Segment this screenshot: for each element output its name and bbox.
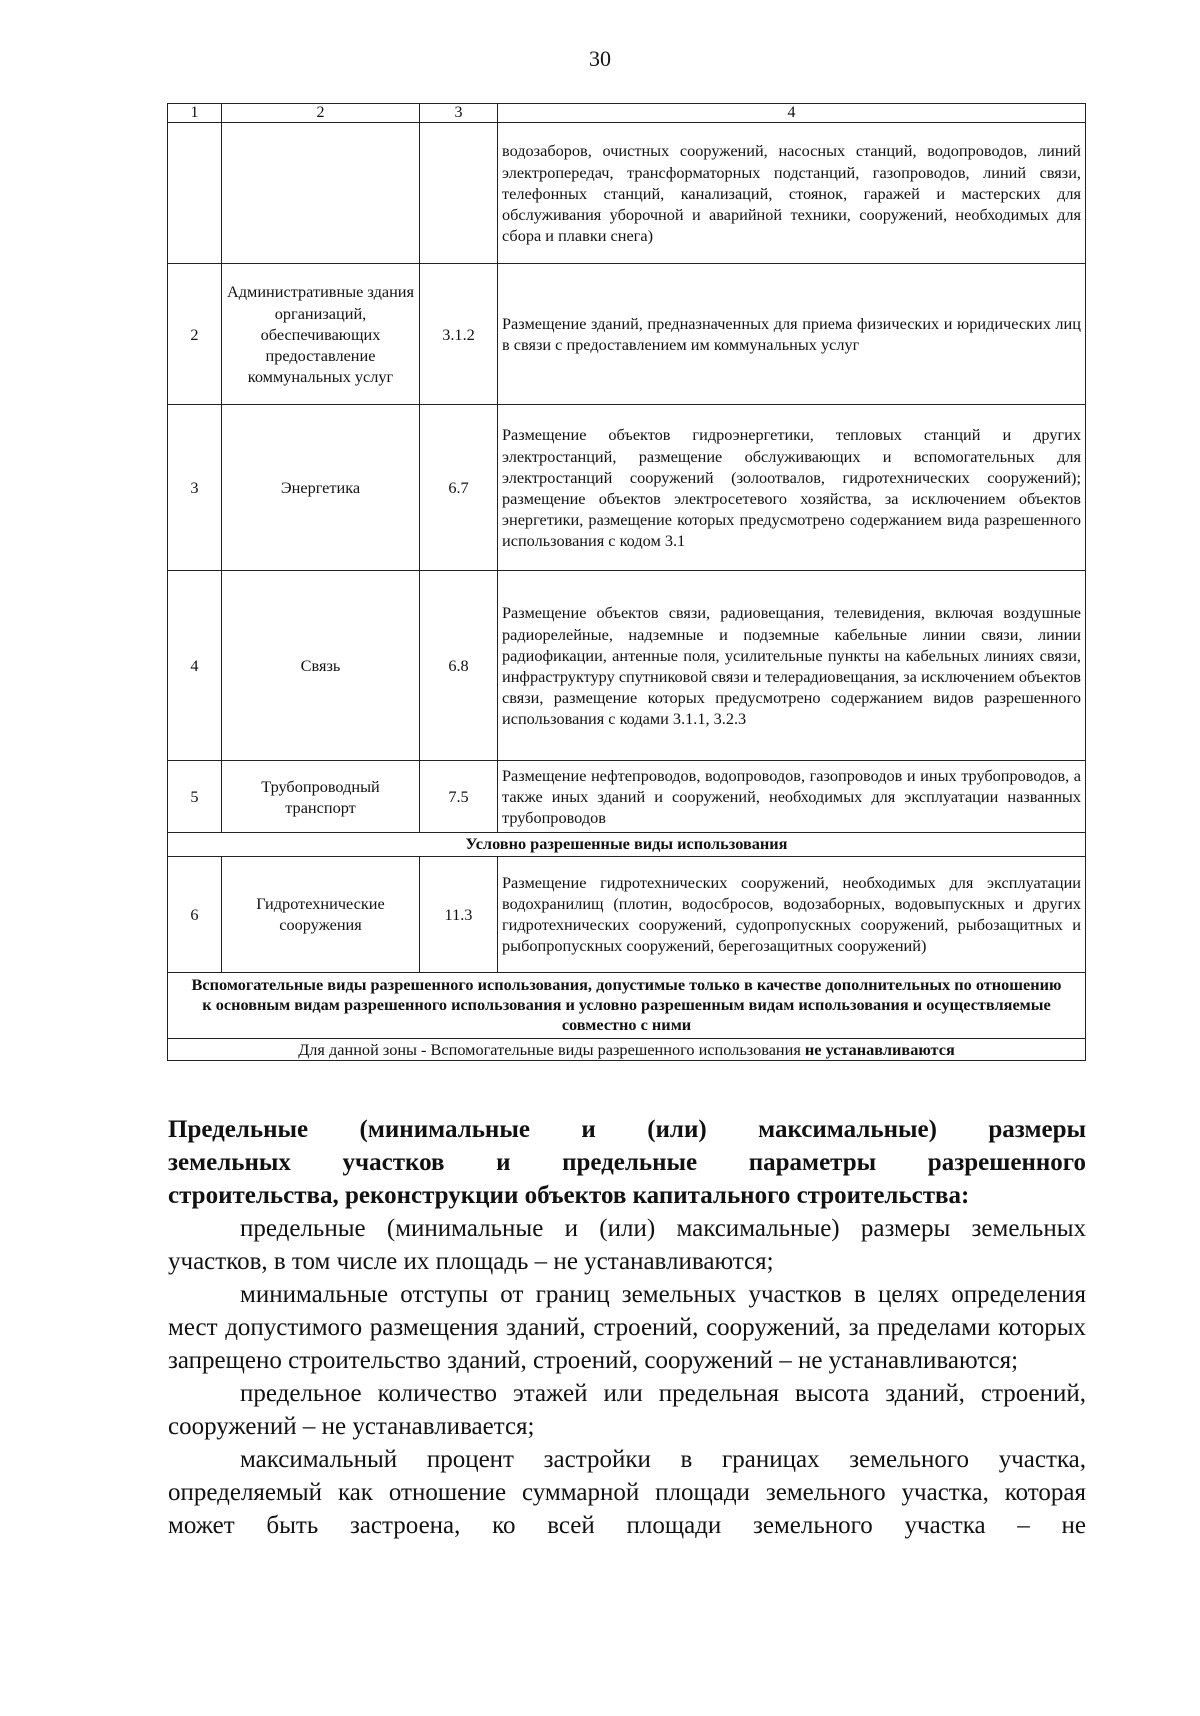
row-name: Трубопроводный транспорт bbox=[222, 761, 420, 833]
table-row bbox=[168, 856, 1086, 972]
auxiliary-note-emphasis: не устанавливаются bbox=[804, 1039, 955, 1059]
page-number: 30 bbox=[589, 46, 611, 71]
section-row bbox=[168, 833, 1086, 856]
conditional-uses-header: Условно разрешенные виды использования bbox=[168, 833, 1086, 856]
row-code: 3.1.2 bbox=[420, 264, 498, 405]
table-row bbox=[168, 264, 1086, 405]
paragraph: минимальные отступы от границ земельных участков в целях определения мест допустимого размещения зданий, строений, сооружений, за пределами которых запрещено строительство зданий, строений, сооружений – не устанавливаются; bbox=[168, 1281, 1086, 1374]
row-number: 5 bbox=[168, 761, 222, 833]
column-header: 3 bbox=[420, 104, 498, 123]
row-code: 7.5 bbox=[420, 761, 498, 833]
row-description: Размещение объектов гидроэнергетики, тепловых станций и других электростанций, размещение обслуживающих и вспомогательных для электростанций сооружений (золоотвалов, гидротехнических сооружений); размещение объектов электросетевого хозяйства, за исключением объектов энергетики, размещение которых предусмотрено содержанием вида разрешенного использования с кодом 3.1 bbox=[498, 405, 1086, 571]
row-number: 2 bbox=[168, 264, 222, 405]
heading-line: Предельные (минимальные и (или) максимальные) размеры bbox=[168, 1116, 1086, 1143]
table-row bbox=[168, 123, 1086, 264]
row-name: Административные здания организаций, обеспечивающих предоставление коммунальных услуг bbox=[222, 264, 420, 405]
auxiliary-note bbox=[168, 1038, 1086, 1061]
row-name: Гидротехнические сооружения bbox=[222, 856, 420, 972]
row-number: 6 bbox=[168, 856, 222, 972]
row-name bbox=[222, 123, 420, 264]
row-number: 3 bbox=[168, 405, 222, 571]
note-row bbox=[168, 1038, 1086, 1061]
paragraph: предельное количество этажей или предельная высота зданий, строений, сооружений – не устанавливается; bbox=[168, 1380, 1086, 1440]
table-row bbox=[168, 405, 1086, 571]
row-code: 11.3 bbox=[420, 856, 498, 972]
section-row bbox=[168, 972, 1086, 1038]
land-use-table bbox=[167, 103, 1086, 1061]
row-code: 6.8 bbox=[420, 571, 498, 761]
row-code: 6.7 bbox=[420, 405, 498, 571]
row-description: Размещение гидротехнических сооружений, необходимых для эксплуатации водохранилищ (плотин, водосбросов, водозаборных, водовыпускных и других гидротехнических сооружений, судопропускных сооружений, рыбозащитных и рыбопропускных сооружений, берегозащитных сооружений) bbox=[498, 856, 1086, 972]
auxiliary-note-text: Для данной зоны - Вспомогательные виды разрешенного использования bbox=[298, 1039, 805, 1059]
column-header: 2 bbox=[222, 104, 420, 123]
row-description: Размещение зданий, предназначенных для приема физических и юридических лиц в связи с предоставлением им коммунальных услуг bbox=[498, 264, 1086, 405]
paragraph: максимальный процент застройки в границах земельного участка, определяемый как отношение суммарной площади земельного участка, которая может быть застроена, ко всей площади земельного участка – не bbox=[168, 1446, 1086, 1539]
heading-line: земельных участков и предельные параметры разрешенного bbox=[168, 1149, 1086, 1176]
column-header: 4 bbox=[498, 104, 1086, 123]
row-number bbox=[168, 123, 222, 264]
heading-line: строительства, реконструкции объектов капитального строительства: bbox=[168, 1182, 970, 1209]
header-row bbox=[168, 104, 1086, 123]
column-header: 1 bbox=[168, 104, 222, 123]
row-description: водозаборов, очистных сооружений, насосных станций, водопроводов, линий электропередач, трансформаторных подстанций, газопроводов, линий связи, телефонных станций, канализаций, стоянок, гаражей и мастерских для обслуживания уборочной и аварийной техники, сооружений, необходимых для сбора и плавки снега) bbox=[498, 123, 1086, 264]
row-number: 4 bbox=[168, 571, 222, 761]
row-code bbox=[420, 123, 498, 264]
row-name: Энергетика bbox=[222, 405, 420, 571]
paragraph: предельные (минимальные и (или) максимальные) размеры земельных участков, в том числе их площадь – не устанавливаются; bbox=[168, 1215, 1086, 1275]
row-name: Связь bbox=[222, 571, 420, 761]
document-body bbox=[168, 1113, 1086, 1542]
section-heading bbox=[168, 1113, 1086, 1212]
row-description: Размещение нефтепроводов, водопроводов, газопроводов и иных трубопроводов, а также иных зданий и сооружений, необходимых для эксплуатации названных трубопроводов bbox=[498, 761, 1086, 833]
auxiliary-uses-header: Вспомогательные виды разрешенного использования, допустимые только в качестве дополнительных по отношению к основным видам разрешенного использования и условно разрешенным видам использования и осуществляемые совместно с ними bbox=[168, 972, 1086, 1038]
row-description: Размещение объектов связи, радиовещания, телевидения, включая воздушные радиорелейные, надземные и подземные кабельные линии связи, линии радиофикации, антенные поля, усилительные пункты на кабельных линиях связи, инфраструктуру спутниковой связи и телерадиовещания, за исключением объектов связи, размещение которых предусмотрено содержанием видов разрешенного использования с кодами 3.1.1, 3.2.3 bbox=[498, 571, 1086, 761]
table-row bbox=[168, 571, 1086, 761]
table-row bbox=[168, 761, 1086, 833]
